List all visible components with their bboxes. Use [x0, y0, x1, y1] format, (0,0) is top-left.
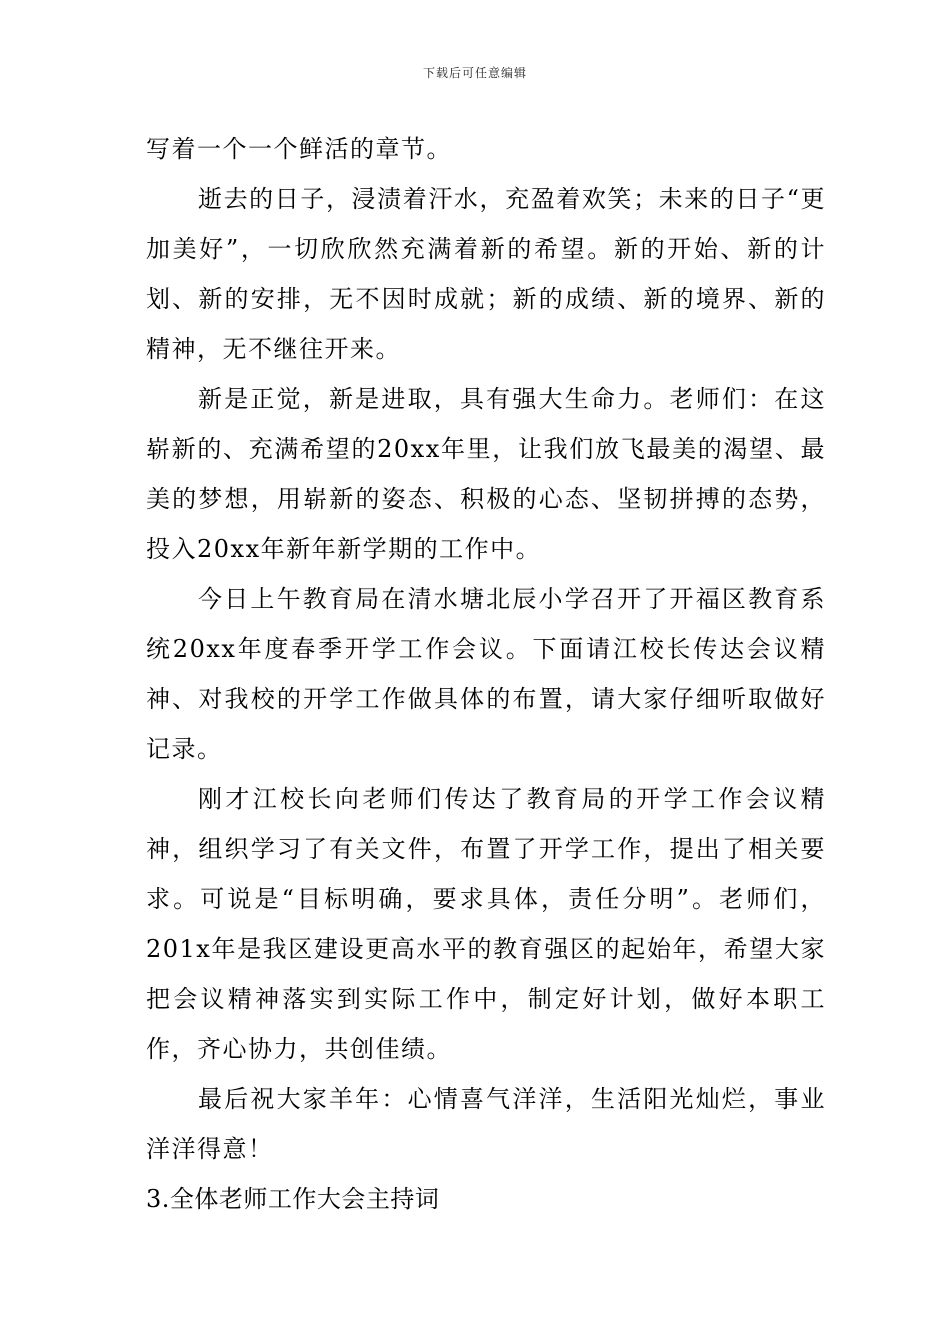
paragraph-closing-wishes: 最后祝大家羊年：心情喜气洋洋，生活阳光灿烂，事业洋洋得意！: [146, 1085, 826, 1163]
paragraph-meeting-summary: 刚才江校长向老师们传达了教育局的开学工作会议精神，组织学习了有关文件，布置了开学工作，提出了相关要求。可说是“目标明确，要求具体，责任分明”。老师们，201x年是我区建设更高水平的教育强区的起始年，希望大家把会议精神落实到实际工作中，制定好计划，做好本职工作，齐心协力，共创佳绩。: [146, 785, 826, 1063]
paragraph-meeting-intro: 今日上午教育局在清水塘北辰小学召开了开福区教育系统20xx年度春季开学工作会议。下面请江校长传达会议精神、对我校的开学工作做具体的布置，请大家仔细听取做好记录。: [146, 585, 826, 763]
paragraph-new-hopes: 逝去的日子，浸渍着汗水，充盈着欢笑；未来的日子“更加美好”，一切欣欣然充满着新的希望。新的开始、新的计划、新的安排，无不因时成就；新的成绩、新的境界、新的精神，无不继往开来。: [146, 185, 826, 363]
paragraph-continuation: 写着一个一个鲜活的章节。: [146, 135, 452, 163]
document-body: [146, 124, 826, 1224]
section-heading: 3.全体老师工作大会主持词: [146, 1185, 440, 1213]
page-header-note: 下载后可任意编辑: [422, 66, 527, 80]
paragraph-new-year: 新是正觉，新是进取，具有强大生命力。老师们：在这崭新的、充满希望的20xx年里，让我们放飞最美的渴望、最美的梦想，用崭新的姿态、积极的心态、坚韧拼搏的态势，投入20xx年新年新学期的工作中。: [146, 385, 826, 563]
